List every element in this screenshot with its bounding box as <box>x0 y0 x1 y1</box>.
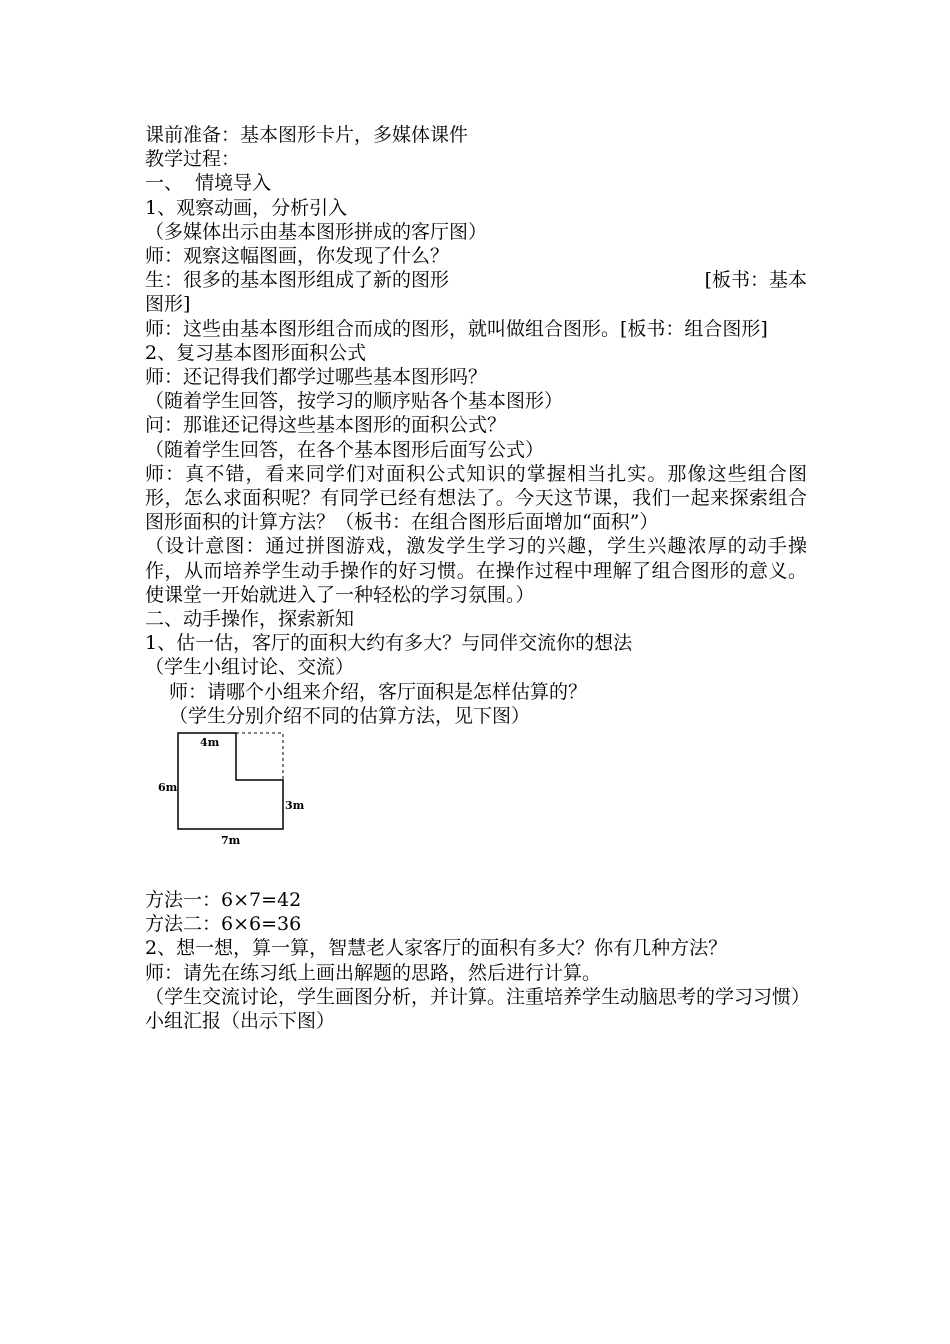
group-report: 小组汇报（出示下图） <box>145 1010 336 1033</box>
student-answer-1 <box>145 268 807 292</box>
right-length-label: 3m <box>285 799 305 813</box>
process-heading: 教学过程： <box>145 148 241 171</box>
document-body <box>145 123 811 1033</box>
student-answer-1-cont: 图形] <box>145 293 191 316</box>
section2-title: 二、动手操作，探索新知 <box>145 608 355 631</box>
teacher-question-3: 师：还记得我们都学过哪些基本图形吗？ <box>145 366 488 389</box>
teacher-question-1: 师：观察这幅图画，你发现了什么？ <box>145 245 450 268</box>
note-2: （随着学生回答，按学习的顺序贴各个基本图形） <box>145 390 564 413</box>
item2-1: 1、估一估，客厅的面积大约有多大？与同伴交流你的想法 <box>145 632 633 655</box>
section1-title: 一、 情境导入 <box>145 172 272 195</box>
method-2: 方法二：6×6=36 <box>145 913 302 936</box>
note-3: （随着学生回答，在各个基本图形后面写公式） <box>145 438 545 461</box>
teacher-statement-5: 师：真不错，看来同学们对面积公式知识的掌握相当扎实。那像这些组合图形，怎么求面积呢？有同学已经有想法了。今天这节课，我们一起来探索组合图形面积的计算方法？（板书：在组合图形后面增加“面积”） <box>145 462 807 534</box>
room-floor-plan-figure <box>145 728 807 888</box>
item2-2: 2、想一想，算一算，智慧老人家客厅的面积有多大？你有几种方法？ <box>145 937 728 960</box>
bottom-length-label: 7m <box>221 834 241 848</box>
student-answer-1-text: 生：很多的基本图形组成了新的图形 <box>145 269 450 292</box>
item1-1: 1、观察动画，分析引入 <box>145 196 348 219</box>
teacher-question-6: 师：请哪个小组来介绍，客厅面积是怎样估算的？ <box>169 680 588 703</box>
ask-4: 问：那谁还记得这些基本图形的面积公式？ <box>145 414 507 437</box>
note-5: （学生交流讨论，学生画图分析，并计算。注重培养学生动脑思考的学习习惯） <box>145 985 811 1008</box>
l-shaped-room-outline <box>178 733 283 829</box>
item1-2: 2、复习基本图形面积公式 <box>145 341 367 364</box>
teacher-statement-2: 师：这些由基本图形组合而成的图形，就叫做组合图形。[板书：组合图形] <box>145 317 768 340</box>
method-1: 方法一：6×7=42 <box>145 889 302 912</box>
dashed-completion-line <box>236 733 283 780</box>
room-floor-plan-svg <box>145 728 807 888</box>
multimedia-note: （多媒体出示由基本图形拼成的客厅图） <box>145 220 488 243</box>
note-4: （学生分别介绍不同的估算方法，见下图） <box>169 704 531 727</box>
prep-line: 课前准备：基本图形卡片，多媒体课件 <box>145 124 469 146</box>
top-length-label: 4m <box>200 736 220 750</box>
left-length-label: 6m <box>158 781 178 795</box>
group-discuss: （学生小组讨论、交流） <box>145 656 355 679</box>
board-note-1: [板书：基本 <box>704 269 807 292</box>
design-intent: （设计意图：通过拼图游戏，激发学生学习的兴趣，学生兴趣浓厚的动手操作，从而培养学生动手操作的好习惯。在操作过程中理解了组合图形的意义。使课堂一开始就进入了一种轻松的学习氛围。） <box>145 535 807 606</box>
teacher-statement-7: 师：请先在练习纸上画出解题的思路，然后进行计算。 <box>145 961 602 984</box>
